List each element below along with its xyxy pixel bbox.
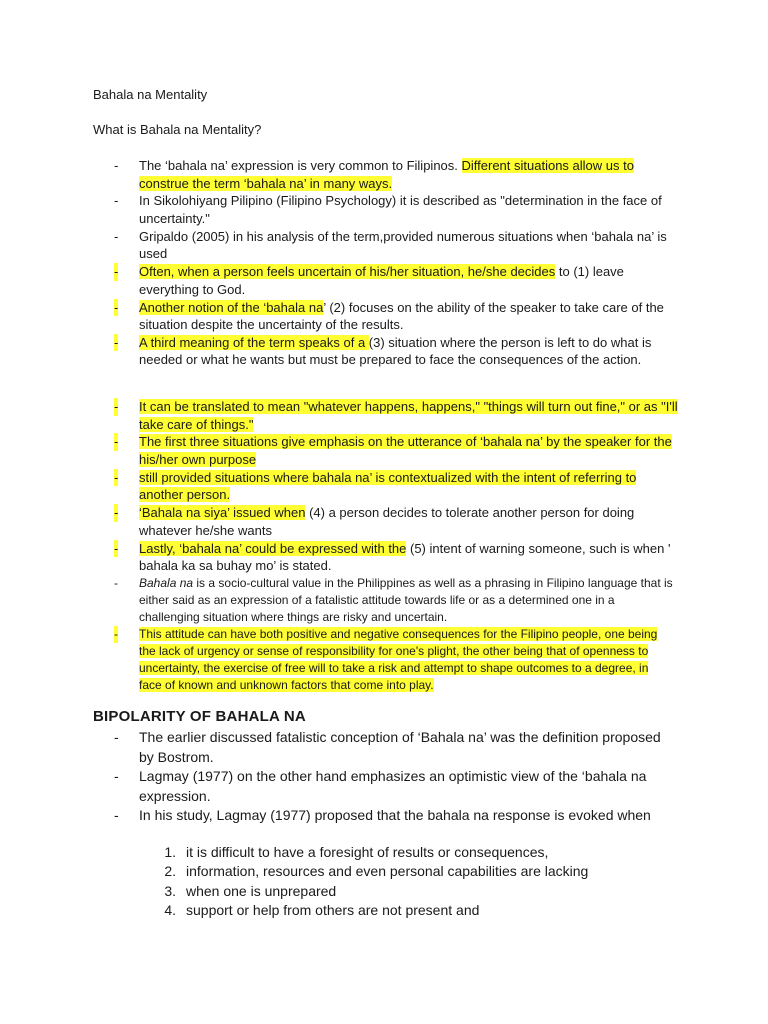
highlighted-text: This attitude can have both positive and negative consequences for the Filipino people, one being the lack of urgency or sense of responsibility for one's plight, the other being that of openness to uncertainty, the exercise of free will to take a risk and attempt to shape outcomes to a degree, in face of known and unknown factors that come into play. <box>139 626 658 692</box>
list-item-text <box>139 469 679 504</box>
bullet-dash: - <box>114 334 119 350</box>
bullet-dash: - <box>114 158 119 173</box>
list-item-text <box>139 626 673 694</box>
item-number: 3. <box>164 882 176 899</box>
bullet-dash: - <box>114 434 119 450</box>
bullet-dash: - <box>114 768 119 784</box>
list-item-text <box>139 334 679 369</box>
highlighted-text: Different situations allow us to construe the term ‘bahala na’ in many ways. <box>139 158 634 191</box>
item-number: 2. <box>164 863 176 880</box>
bullet-dash: - <box>114 299 119 315</box>
bullet-dash: - <box>114 264 119 280</box>
text-run: The ‘bahala na’ expression is very common to Filipinos. <box>139 158 462 173</box>
text-run: is a socio-cultural value in the Philippines as well as a phrasing in Filipino language that is either said as an expression of a fatalistic attitude towards life or as a determined one in a challenging situation where things are risky and uncertain. <box>139 575 673 624</box>
text-run: In his study, Lagmay (1977) proposed that the bahala na response is evoked when <box>139 807 651 823</box>
highlighted-text: Often, when a person feels uncertain of his/her situation, he/she decides <box>139 264 556 280</box>
definition-list <box>0 157 768 369</box>
list-item-text <box>139 299 679 334</box>
highlighted-text: A third meaning of the term speaks of a <box>139 334 369 350</box>
document.list2_small-item <box>0 575 768 626</box>
document.list1-item <box>0 299 768 334</box>
document.list1-item <box>0 228 768 263</box>
text-run: (5) intent of warning someone, such is when ' bahala ka sa buhay mo’ is stated. <box>139 540 671 574</box>
text-run: ’ (2) focuses on the ability of the speaker to take care of the situation despite the uncertainty of the results. <box>139 299 664 333</box>
document.list2-item <box>0 504 768 539</box>
list-item-text <box>139 398 679 433</box>
item-number: 1. <box>164 844 176 860</box>
numbered-item <box>0 843 768 862</box>
section-title: BIPOLARITY OF BAHALA NA <box>93 708 306 725</box>
text-run: Bahala na <box>139 575 194 590</box>
list-item-text <box>139 767 669 806</box>
translation-list <box>0 398 768 694</box>
text-run: (4) a person decides to tolerate another person for doing whatever he/she wants <box>139 505 635 538</box>
numbered-item-text: information, resources and even personal capabilities are lacking <box>186 863 589 880</box>
item-number: 4. <box>164 902 176 919</box>
document.list3-item <box>0 728 768 767</box>
text-run: The earlier discussed fatalistic conception of ‘Bahala na’ was the definition proposed by Bostrom. <box>139 729 661 765</box>
numbered-item-text: it is difficult to have a foresight of results or consequences, <box>186 844 549 860</box>
highlighted-text: Another notion of the ‘bahala na <box>139 299 324 315</box>
text-run: to (1) leave everything to God. <box>139 264 624 297</box>
list-item-text <box>139 433 679 468</box>
list-item-text <box>139 806 669 826</box>
bipolarity-list <box>0 728 768 826</box>
bullet-dash: - <box>114 729 119 745</box>
document.list1-item <box>0 192 768 227</box>
highlighted-text: It can be translated to mean "whatever happens, happens," "things will turn out fine," or as "I'll take care of things." <box>139 399 678 432</box>
numbered-item <box>0 862 768 881</box>
highlighted-text: ‘Bahala na siya’ issued when <box>139 505 306 521</box>
list-item-text <box>139 728 669 767</box>
document.list2-item <box>0 540 768 575</box>
question-heading: What is Bahala na Mentality? <box>93 122 262 137</box>
numbered-item <box>0 901 768 920</box>
text-run: Lagmay (1977) on the other hand emphasizes an optimistic view of the ‘bahala na expression. <box>139 768 647 804</box>
list-item-text <box>139 540 679 575</box>
conditions-numbered-list <box>0 843 768 921</box>
bullet-dash: - <box>114 540 119 556</box>
numbered-item <box>0 882 768 901</box>
list-item-text <box>139 157 679 192</box>
list-item-text <box>139 575 673 626</box>
text-run: Gripaldo (2005) in his analysis of the term,provided numerous situations when ‘bahala na’ is used <box>139 228 667 262</box>
document.list3-item <box>0 767 768 806</box>
highlighted-text: The first three situations give emphasis on the utterance of ‘bahala na’ by the speaker for the his/her own purpose <box>139 434 672 467</box>
document.list1-item <box>0 157 768 192</box>
document.list2-item <box>0 469 768 504</box>
bullet-dash: - <box>114 193 119 209</box>
bullet-dash: - <box>114 626 118 641</box>
list-item-text <box>139 263 679 298</box>
document-title: Bahala na Mentality <box>93 87 208 102</box>
bullet-dash: - <box>114 575 118 590</box>
text-run: In Sikolohiyang Pilipino (Filipino Psychology) it is described as "determination in the face of uncertainty." <box>139 193 662 226</box>
document.list2_small-item <box>0 626 768 694</box>
bullet-dash: - <box>114 807 119 823</box>
document.list1-item <box>0 263 768 298</box>
document.list3-item <box>0 806 768 826</box>
list-item-text <box>139 192 679 227</box>
numbered-item-text: when one is unprepared <box>186 882 337 899</box>
numbered-item-text: support or help from others are not present and <box>186 902 480 919</box>
document.list1-item <box>0 334 768 369</box>
bullet-dash: - <box>114 505 119 521</box>
text-run: (3) situation where the person is left to do what is needed or what he wants but must be prepared to face the consequences of the action. <box>139 334 652 368</box>
highlighted-text: Lastly, ‘bahala na’ could be expressed with the <box>139 540 407 556</box>
list-item-text <box>139 228 679 263</box>
bullet-dash: - <box>114 469 119 485</box>
bullet-dash: - <box>114 399 119 414</box>
bullet-dash: - <box>114 228 119 244</box>
document.list2-item <box>0 398 768 433</box>
highlighted-text: still provided situations where bahala na’ is contextualized with the intent of referring to another person. <box>139 469 637 503</box>
list-item-text <box>139 504 679 539</box>
document.list2-item <box>0 433 768 468</box>
